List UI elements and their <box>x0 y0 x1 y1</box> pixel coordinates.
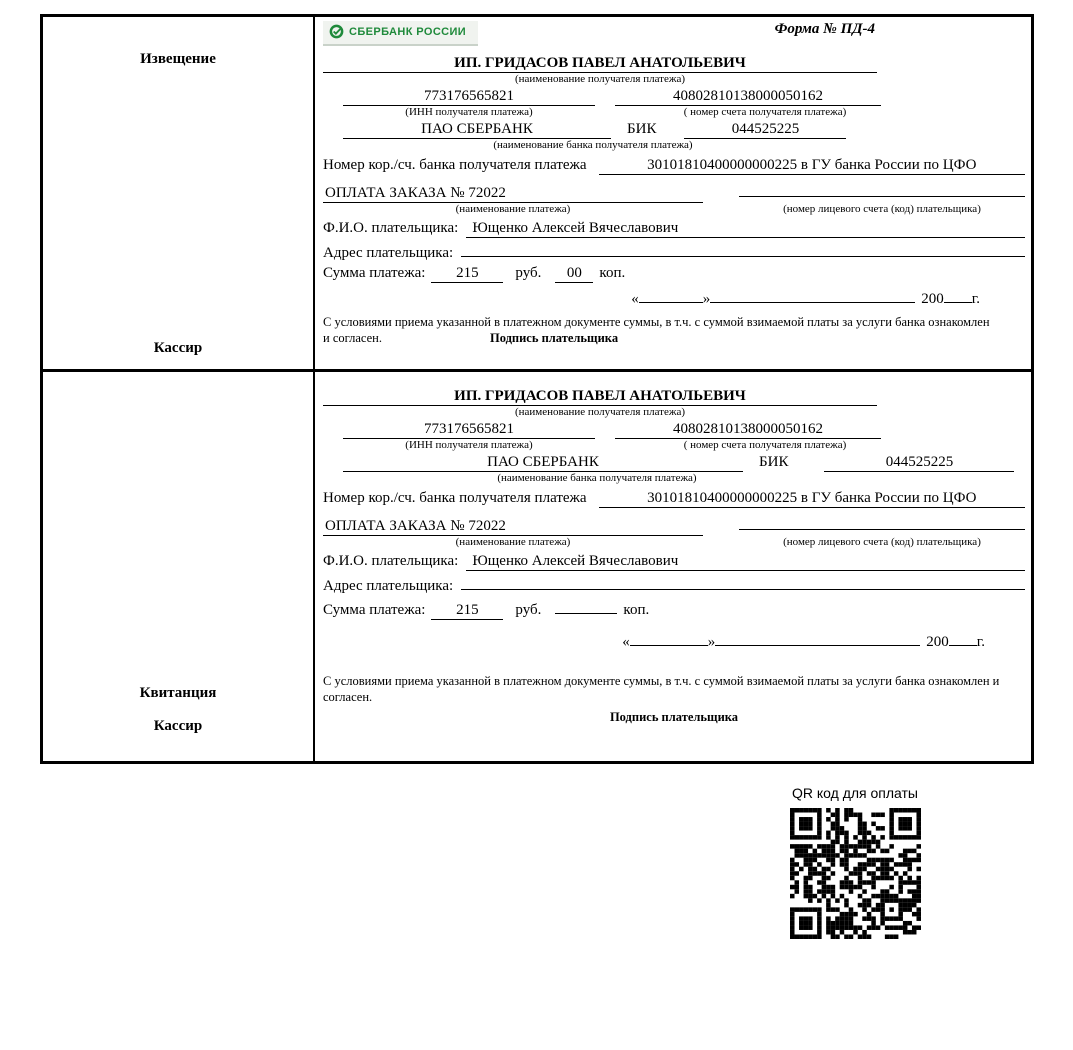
payer-name-label: Ф.И.О. плательщика: <box>323 553 459 569</box>
account-caption: ( номер счета получателя платежа) <box>683 439 847 451</box>
payment-name-caption: (наименование платежа) <box>455 536 571 548</box>
inn-account-row <box>323 88 1025 106</box>
inn-caption: (ИНН получателя платежа) <box>405 106 533 118</box>
quote-open: « <box>631 291 639 307</box>
account-value: 40802810138000050162 <box>615 421 881 439</box>
receipt-left-column <box>43 372 315 761</box>
payment-name-caption: (наименование платежа) <box>455 203 571 215</box>
payer-address-label: Адрес плательщика: <box>323 245 454 261</box>
bank-row <box>323 121 1025 139</box>
corr-account-value: 30101810400000000225 в ГУ банка России по ЦФО <box>599 157 1025 175</box>
sberbank-logo-text: СБЕРБАНК РОССИИ <box>349 25 467 38</box>
date-row <box>323 630 985 651</box>
amount-rub-value: 215 <box>431 265 503 283</box>
corr-account-value: 30101810400000000225 в ГУ банка России по ЦФО <box>599 490 1025 508</box>
year-suffix: г. <box>976 634 985 650</box>
personal-account-field <box>739 181 1025 197</box>
quote-close: » <box>707 634 716 650</box>
recipient-name-caption: (наименование получателя платежа) <box>514 406 686 418</box>
corr-account-label: Номер кор./сч. банка получателя платежа <box>323 157 587 173</box>
amount-rub-value: 215 <box>431 602 503 620</box>
sberbank-logo <box>323 21 478 46</box>
recipient-name-value: ИП. ГРИДАСОВ ПАВЕЛ АНАТОЛЬЕВИЧ <box>323 55 877 73</box>
corr-account-row <box>323 157 1025 175</box>
amount-label: Сумма платежа: <box>323 602 426 618</box>
date-row <box>323 287 980 308</box>
signature-label: Подпись плательщика <box>609 709 739 724</box>
payer-name-label: Ф.И.О. плательщика: <box>323 220 459 236</box>
inn-value: 773176565821 <box>343 421 595 439</box>
form-number: Форма № ПД-4 <box>774 21 875 37</box>
payer-name-row <box>323 553 1025 571</box>
bik-label: БИК <box>627 121 657 137</box>
qr-code <box>790 808 921 939</box>
amount-row <box>323 598 1025 620</box>
payment-name-value: ОПЛАТА ЗАКАЗА № 72022 <box>323 518 703 536</box>
sberbank-logo-icon <box>329 24 344 39</box>
bank-name-caption: (наименование банка получателя платежа) <box>497 472 697 484</box>
rub-label: руб. <box>515 265 542 281</box>
amount-kop-value: 00 <box>555 265 593 283</box>
terms-text: С условиями приема указанной в платежном документе суммы, в т.ч. с суммой взимаемой платы за услуги банка ознакомлен и согласен. Подпись плательщика <box>323 315 990 346</box>
notice-header-row <box>323 21 1025 55</box>
date-year-field <box>949 630 977 646</box>
bank-name-caption: (наименование банка получателя платежа) <box>493 139 693 151</box>
year-prefix: 200 <box>926 634 949 650</box>
notice-section <box>43 17 1031 369</box>
date-day-field <box>639 287 703 303</box>
payer-name-value: Ющенко Алексей Вячеславович <box>466 553 1025 571</box>
personal-account-field <box>739 514 1025 530</box>
year-suffix: г. <box>971 291 980 307</box>
notice-left-column <box>43 17 315 369</box>
date-year-field <box>944 287 972 303</box>
payer-address-row <box>323 241 1025 262</box>
qr-caption: QR код для оплаты <box>791 785 918 801</box>
corr-account-row <box>323 490 1025 508</box>
bik-value: 044525225 <box>684 121 846 139</box>
cashier-label: Кассир <box>153 340 203 356</box>
inn-caption: (ИНН получателя платежа) <box>405 439 533 451</box>
corr-account-label: Номер кор./сч. банка получателя платежа <box>323 490 587 506</box>
recipient-name-caption: (наименование получателя платежа) <box>514 73 686 85</box>
bik-value: 044525225 <box>824 454 1014 472</box>
payer-address-label: Адрес плательщика: <box>323 578 454 594</box>
quote-open: « <box>622 634 630 650</box>
account-caption: ( номер счета получателя платежа) <box>683 106 847 118</box>
payer-address-row <box>323 574 1025 595</box>
payment-name-row <box>323 514 1025 536</box>
bank-row <box>323 454 1025 472</box>
account-value: 40802810138000050162 <box>615 88 881 106</box>
receipt-label: Квитанция <box>139 685 217 701</box>
notice-content <box>315 17 1031 369</box>
bik-label: БИК <box>759 454 789 470</box>
pd4-form <box>40 14 1034 764</box>
rub-label: руб. <box>515 602 542 618</box>
date-day-field <box>630 630 708 646</box>
receipt-section <box>43 369 1031 761</box>
payer-name-value: Ющенко Алексей Вячеславович <box>466 220 1025 238</box>
cashier-label: Кассир <box>153 718 203 734</box>
amount-label: Сумма платежа: <box>323 265 426 281</box>
year-prefix: 200 <box>921 291 944 307</box>
inn-account-row <box>323 421 1025 439</box>
date-month-field <box>715 630 920 646</box>
amount-row <box>323 265 1025 283</box>
terms-text: С условиями приема указанной в платежном документе суммы, в т.ч. с суммой взимаемой платы за услуги банка ознакомлен и согласен. <box>323 674 1000 705</box>
personal-account-caption: (номер лицевого счета (код) плательщика) <box>783 536 981 548</box>
payer-address-field <box>461 241 1025 257</box>
recipient-name-row <box>323 55 1025 73</box>
inn-value: 773176565821 <box>343 88 595 106</box>
payer-address-field <box>461 574 1025 590</box>
payment-name-row <box>323 181 1025 203</box>
kop-label: коп. <box>623 602 650 618</box>
notice-label: Извещение <box>140 51 216 67</box>
date-month-field <box>710 287 915 303</box>
recipient-name-value: ИП. ГРИДАСОВ ПАВЕЛ АНАТОЛЬЕВИЧ <box>323 388 877 406</box>
receipt-content <box>315 372 1031 761</box>
personal-account-caption: (номер лицевого счета (код) плательщика) <box>783 203 981 215</box>
payer-name-row <box>323 220 1025 238</box>
qr-section <box>786 785 924 939</box>
recipient-name-row <box>323 388 1025 406</box>
amount-kop-value <box>555 598 617 614</box>
kop-label: коп. <box>599 265 626 281</box>
bank-name-value: ПАО СБЕРБАНК <box>343 121 611 139</box>
bank-name-value: ПАО СБЕРБАНК <box>343 454 743 472</box>
payment-name-value: ОПЛАТА ЗАКАЗА № 72022 <box>323 185 703 203</box>
signature-label: Подпись плательщика <box>489 331 619 346</box>
quote-close: » <box>702 291 711 307</box>
